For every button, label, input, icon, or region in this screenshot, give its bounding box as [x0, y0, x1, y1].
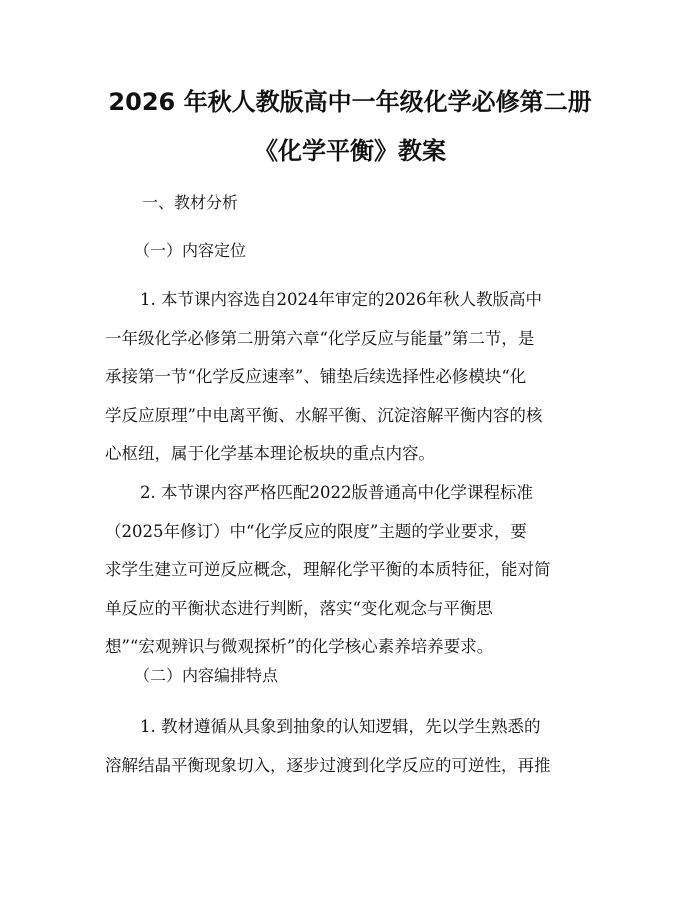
paragraph-1-line: 学反应原理”中电离平衡、水解平衡、沉淀溶解平衡内容的核: [105, 405, 543, 425]
document-title-line-2: 《化学平衡》教案: [254, 137, 446, 165]
document-title-line-1: 2026 年秋人教版高中一年级化学必修第二册: [108, 88, 592, 116]
paragraph-1-line: 心枢纽，属于化学基本理论板块的重点内容。: [105, 444, 435, 463]
paragraph-3: [105, 708, 600, 785]
paragraph-1-line: 一年级化学必修第二册第六章“化学反应与能量”第二节，是: [105, 328, 535, 348]
subsection-heading-content-positioning: （一）内容定位: [134, 241, 247, 260]
paragraph-1-line: 承接第一节“化学反应速率”、铺垫后续选择性必修模块“化: [105, 367, 527, 386]
paragraph-2-line: （2025年修订）中“化学反应的限度”主题的学业要求，要: [105, 521, 527, 541]
paragraph-1: [105, 281, 600, 474]
section-heading-textbook-analysis: 一、教材分析: [142, 193, 239, 212]
paragraph-2-line: 2. 本节课内容严格匹配2022版普通高中化学课程标准: [140, 483, 533, 502]
paragraph-2-line: 单反应的平衡状态进行判断，落实“变化观念与平衡思: [105, 598, 493, 618]
paragraph-2-line: 想”“宏观辨识与微观探析”的化学核心素养培养要求。: [105, 637, 494, 656]
paragraph-3-line: 溶解结晶平衡现象切入，逐步过渡到化学反应的可逆性，再推: [105, 755, 551, 775]
paragraph-2: [105, 474, 600, 667]
paragraph-2-line: 求学生建立可逆反应概念，理解化学平衡的本质特征，能对简: [105, 560, 551, 579]
paragraph-1-line: 1. 本节课内容选自2024年审定的2026年秋人教版高中: [140, 290, 542, 309]
paragraph-3-line: 1. 教材遵循从具象到抽象的认知逻辑，先以学生熟悉的: [140, 717, 541, 736]
subsection-heading-arrangement-features: （二）内容编排特点: [134, 666, 279, 685]
